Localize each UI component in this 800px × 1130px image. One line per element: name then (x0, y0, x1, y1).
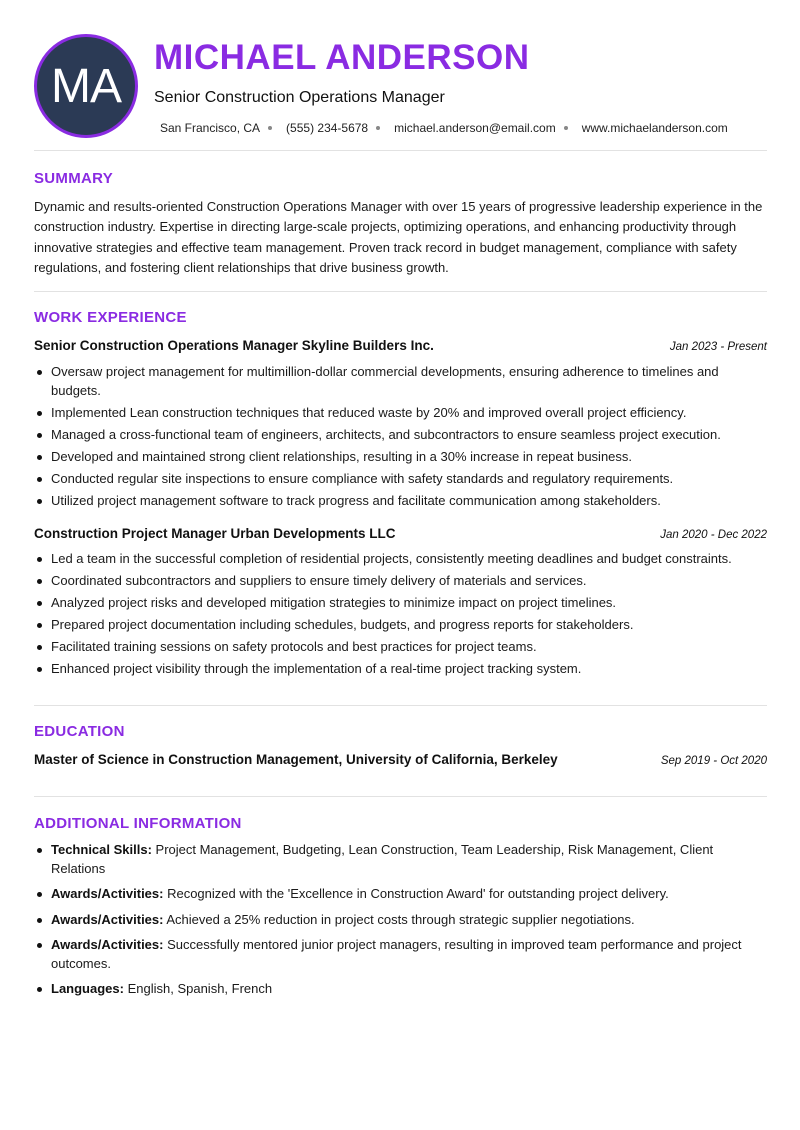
experience-heading: WORK EXPERIENCE (34, 309, 187, 326)
job-bullets (34, 550, 767, 683)
summary-text: Dynamic and results-oriented Construction Operations Manager with over 15 years of progressive leadership experience in the construction industry. Expertise in directing large-scale projects, optimizing operations, and enhancing productivity through innovative strategies and effective team management. Proven track record in budget management, compliance with safety regulations, and fostering client relationships that drive business growth. (34, 199, 763, 275)
contact-email[interactable]: michael.anderson@email.com (394, 121, 556, 135)
item-label: Awards/Activities: (51, 886, 164, 901)
additional-heading: ADDITIONAL INFORMATION (34, 815, 242, 832)
candidate-name: MICHAEL ANDERSON (154, 38, 530, 77)
contact-website[interactable]: www.michaelanderson.com (581, 121, 728, 135)
divider (34, 796, 767, 797)
item-text: Successfully mentored junior project managers, resulting in improved team performance and project outcomes. (51, 937, 742, 971)
contact-bar (160, 121, 728, 135)
list-item: Facilitated training sessions on safety protocols and best practices for project teams. (34, 638, 767, 657)
divider (34, 705, 767, 706)
divider (34, 291, 767, 292)
additional-list (34, 841, 767, 1006)
list-item (34, 911, 767, 930)
job-header (34, 338, 767, 353)
list-item (34, 885, 767, 904)
separator-dot-icon (376, 126, 380, 130)
job-date: Jan 2023 - Present (669, 341, 767, 353)
list-item: Analyzed project risks and developed mitigation strategies to minimize impact on project timelines. (34, 594, 767, 613)
candidate-title: Senior Construction Operations Manager (154, 89, 445, 106)
list-item (34, 980, 767, 999)
list-item: Developed and maintained strong client relationships, resulting in a 30% increase in repeat business. (34, 448, 767, 467)
item-text: Project Management, Budgeting, Lean Construction, Team Leadership, Risk Management, Client Relations (51, 842, 714, 876)
item-text: Recognized with the 'Excellence in Construction Award' for outstanding project delivery. (163, 886, 669, 901)
job-header (34, 526, 767, 541)
list-item: Oversaw project management for multimillion-dollar commercial developments, ensuring adherence to timelines and budgets. (34, 363, 767, 400)
item-text: English, Spanish, French (123, 981, 273, 996)
contact-phone[interactable]: (555) 234-5678 (286, 121, 369, 135)
list-item (34, 936, 767, 973)
list-item: Utilized project management software to track progress and facilitate communication among stakeholders. (34, 492, 767, 511)
job-bullets (34, 363, 767, 514)
avatar (34, 34, 138, 138)
job-date: Jan 2020 - Dec 2022 (660, 529, 767, 541)
avatar-initials: MA (51, 59, 121, 113)
list-item: Implemented Lean construction techniques that reduced waste by 20% and improved overall project efficiency. (34, 404, 767, 423)
list-item: Managed a cross-functional team of engineers, architects, and subcontractors to ensure seamless project execution. (34, 426, 767, 445)
item-text: Achieved a 25% reduction in project costs through strategic supplier negotiations. (163, 911, 635, 927)
education-date: Sep 2019 - Oct 2020 (660, 755, 767, 767)
education-heading: EDUCATION (34, 723, 125, 740)
separator-dot-icon (564, 126, 568, 130)
education-degree: Master of Science in Construction Management, University of California, Berkeley (34, 752, 558, 767)
education-entry (34, 752, 767, 767)
contact-location: San Francisco, CA (160, 121, 261, 135)
job-role: Senior Construction Operations Manager Skyline Builders Inc. (34, 338, 434, 353)
job-role: Construction Project Manager Urban Developments LLC (34, 526, 396, 541)
list-item: Led a team in the successful completion of residential projects, consistently meeting deadlines and budget constraints. (34, 550, 767, 569)
list-item (34, 841, 767, 878)
list-item: Enhanced project visibility through the implementation of a real-time project tracking system. (34, 660, 767, 679)
list-item: Conducted regular site inspections to ensure compliance with safety standards and regulatory requirements. (34, 470, 767, 489)
item-label: Awards/Activities: (51, 937, 164, 952)
summary-heading: SUMMARY (34, 170, 114, 187)
item-label: Awards/Activities: (51, 911, 164, 927)
item-label: Languages: (51, 981, 124, 996)
item-label: Technical Skills: (51, 842, 152, 857)
divider (34, 150, 767, 151)
separator-dot-icon (268, 126, 272, 130)
list-item: Coordinated subcontractors and suppliers to ensure timely delivery of materials and services. (34, 572, 767, 591)
list-item: Prepared project documentation including schedules, budgets, and progress reports for stakeholders. (34, 616, 767, 635)
